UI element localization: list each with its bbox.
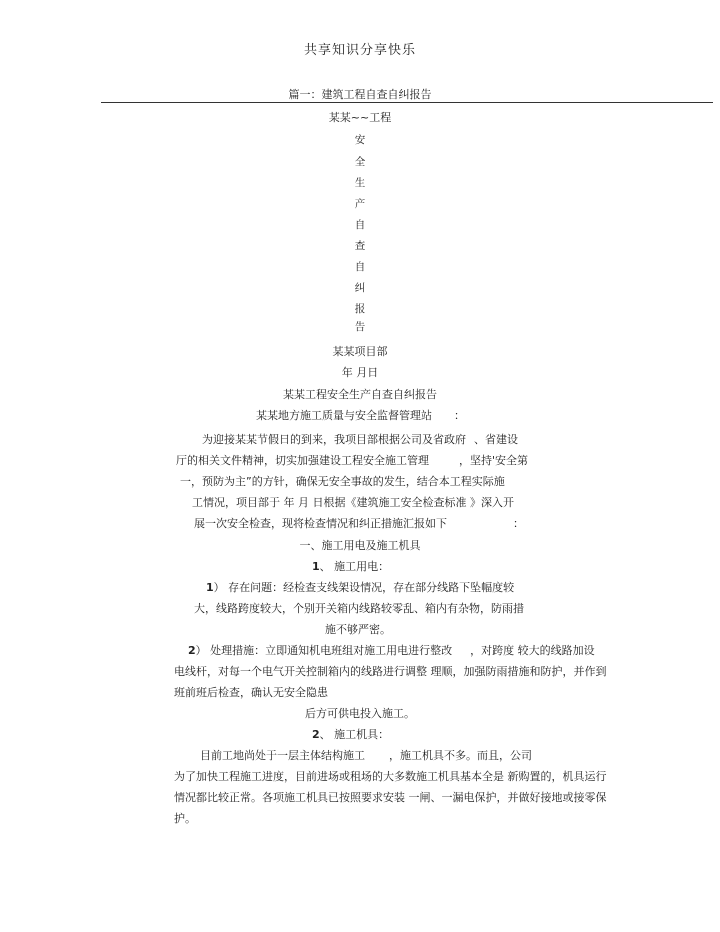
subheading-title: 、 施工用电： [319, 560, 390, 573]
intro-line-4: 工情况，项目部于 年 月 日根据《建筑施工安全检查标准 》深入开 [192, 496, 514, 509]
equipment-line-1 [200, 749, 532, 763]
item-text: ，对跨度 较大的线路加设 [470, 644, 595, 657]
vertical-char: 产 [354, 198, 366, 210]
intro-text: ，坚持'安全第 [459, 454, 529, 467]
intro-line-3: 一，预防为主”的方针，确保无安全事故的发生，结合本工程实际施 [180, 475, 505, 488]
measure-line-4: 后方可供电投入施工。 [305, 707, 415, 720]
item-number: 1 [206, 581, 214, 594]
intro-line-5 [194, 517, 524, 531]
intro-text: 厅的相关文件精神，切实加强建设工程安全施工管理 [176, 454, 429, 467]
problem-line-2: 大，线路跨度较大，个别开关箱内线路较零乱、箱内有杂物，防雨措 [194, 602, 524, 615]
intro-text: ： [513, 517, 524, 530]
problem-line-3: 施不够严密。 [325, 623, 391, 636]
equipment-line-3: 情况都比较正常。各项施工机具已按照要求安装 一闸、一漏电保护，并做好接地或接零保 [174, 791, 607, 804]
addressee-colon: ： [454, 409, 465, 422]
vertical-char: 自 [354, 261, 366, 273]
project-title: 某某~~工程 [328, 111, 392, 124]
measure-line-1 [188, 644, 595, 658]
item-text: ） 处理措施：立即通知机电班组对施工用电进行整改 [195, 644, 453, 657]
measure-line-3: 班前班后检查，确认无安全隐患 [174, 686, 328, 699]
page-header: 共享知识分享快乐 [303, 43, 416, 58]
vertical-char: 告 [354, 321, 366, 333]
subheading-number: 1 [312, 560, 320, 573]
measure-line-2: 电线杆，对每一个电气开关控制箱内的线路进行调整 理顺，加强防雨措施和防护，并作到 [174, 665, 607, 678]
vertical-char: 全 [354, 156, 366, 168]
item-text: ，施工机具不多。而且，公司 [389, 749, 532, 762]
vertical-char: 纠 [354, 282, 366, 294]
subheading-1 [312, 560, 389, 574]
addressee [256, 409, 465, 423]
subheading-number: 2 [312, 728, 320, 741]
subheading-2 [312, 728, 389, 742]
item-number: 2 [188, 644, 196, 657]
intro-text: 、省建设 [474, 433, 518, 446]
subheading-title: 、 施工机具： [319, 728, 390, 741]
vertical-char: 报 [354, 303, 366, 315]
report-date: 年 月日 [341, 366, 379, 379]
equipment-line-4: 护。 [174, 812, 196, 825]
vertical-char: 安 [354, 134, 366, 146]
equipment-line-2: 为了加快工程施工进度，目前进场或租场的大多数施工机具基本全是 新购置的，机具运行 [174, 770, 607, 783]
intro-line-2 [176, 454, 528, 468]
item-text: ） 存在问题：经检查支线架设情况，存在部分线路下坠幅度较 [213, 581, 515, 594]
department-name: 某某项目部 [332, 345, 388, 358]
vertical-char: 生 [354, 177, 366, 189]
vertical-char: 自 [354, 219, 366, 231]
addressee-name: 某某地方施工质量与安全监督管理站 [256, 409, 432, 422]
problem-line-1 [206, 581, 514, 595]
vertical-char: 查 [354, 240, 366, 252]
intro-text: 展一次安全检查，现将检查情况和纠正措施汇报如下 [194, 517, 447, 530]
intro-text: 为迎接某某节假日的到来，我项目部根据公司及省政府 [202, 433, 466, 446]
intro-line-1 [202, 433, 518, 447]
header-rule [101, 102, 713, 103]
report-title: 某某工程安全生产自查自纠报告 [283, 388, 437, 401]
document-subtitle: 篇一：建筑工程自查自纠报告 [288, 88, 432, 101]
item-text: 目前工地尚处于一层主体结构施工 [200, 749, 365, 762]
section-heading-1: 一、施工用电及施工机具 [299, 539, 421, 552]
